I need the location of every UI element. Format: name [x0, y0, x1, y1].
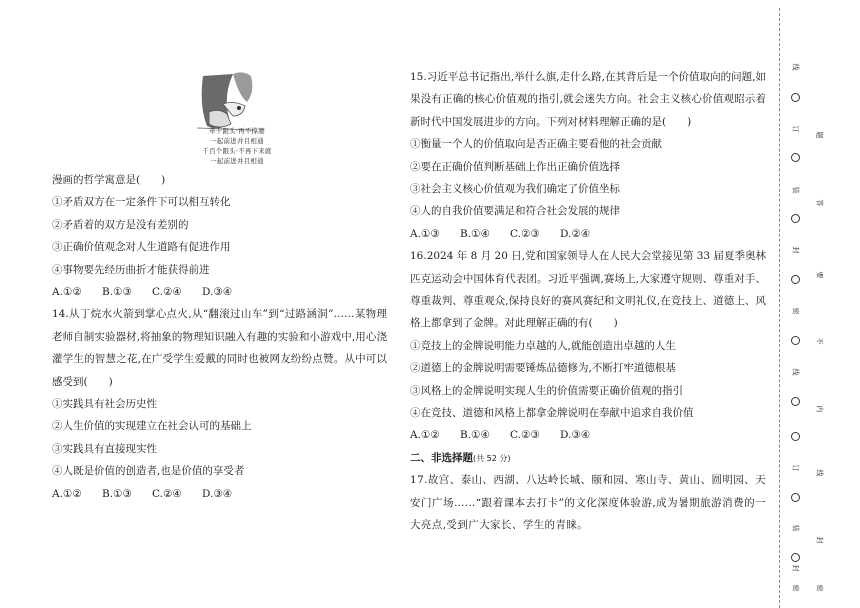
q14-choice-c: C.②④ [152, 487, 182, 500]
binding-char: 封 [791, 564, 800, 572]
q14-choices [52, 483, 387, 505]
binding-char: 封 [791, 246, 800, 254]
q14-option-1: ①实践具有社会历史性 [52, 397, 157, 410]
q16-option-2: ②道德上的金牌说明需要锤炼品德修为,不断打牢道德根基 [410, 362, 676, 375]
q15-choice-c: C.②③ [510, 227, 540, 240]
q13-option-4: ④事物要先经历曲折才能获得前进 [52, 263, 210, 276]
binding-char: 线 [791, 368, 800, 376]
binding-char: 密 [791, 584, 800, 592]
binding-char: 封 [815, 536, 824, 544]
q16-option-1: ①竞技上的金牌说明能力卓越的人,就能创造出卓越的人生 [410, 339, 676, 352]
binding-hole [791, 336, 800, 345]
binding-hole [791, 93, 800, 102]
q13-choice-c: C.②④ [152, 285, 182, 298]
binding-hole [791, 214, 800, 223]
q14-stem: 14.从丁烷水火箭到掌心点火,从“翻滚过山车”到“过路涵洞”……某物理老师自制实验器材,将抽象的物理知识融入有趣的实验和小游戏中,用心浇灌学生的智慧之花,在广受学生爱戴的同时也被网友纷纷点赞。从中可以感受到( ) [52, 308, 387, 388]
left-column [52, 169, 387, 505]
q15-option-1: ①衡量一个人的价值取向是否正确主要看他的社会贡献 [410, 138, 662, 151]
binding-hole [791, 397, 800, 406]
cartoon-caption-3: 千百个跟头·不再下来就 [202, 147, 272, 155]
q14-choice-d: D.③④ [202, 487, 233, 500]
binding-hole [791, 153, 800, 162]
q14-option-2: ②人生价值的实现建立在社会认可的基础上 [52, 420, 252, 433]
q13-option-3: ③正确价值观念对人生道路有促进作用 [52, 241, 231, 254]
binding-hole [791, 493, 800, 502]
binding-char: 装 [791, 524, 800, 532]
cartoon-caption-2: 一起前进并且相通 [210, 137, 264, 145]
binding-char: 订 [791, 464, 800, 472]
section-score-note: (共 52 分) [473, 453, 511, 463]
q16-option-4: ④在竞技、道德和风格上都拿金牌说明在奉献中追求自我价值 [410, 406, 694, 419]
q16-option-3: ③风格上的金牌说明实现人生的价值需要正确价值观的指引 [410, 384, 683, 397]
binding-dashed-line [779, 8, 780, 608]
q14-option-3: ③实践具有直接现实性 [52, 442, 157, 455]
binding-char: 订 [791, 125, 800, 133]
q15-option-3: ③社会主义核心价值观为我们确定了价值坐标 [410, 183, 620, 195]
binding-hole [791, 275, 800, 284]
binding-hole [791, 432, 800, 441]
binding-char: 密 [815, 584, 824, 592]
q16-choices [410, 424, 766, 446]
q15-choice-d: D.②④ [560, 227, 591, 240]
q16-choice-d: D.③④ [560, 429, 591, 442]
binding-char: 线 [815, 469, 824, 477]
q13-stem: 漫画的哲学寓意是( ) [52, 174, 166, 186]
section-title [410, 447, 766, 469]
q15-option-2: ②要在正确价值判断基础上作出正确价值选择 [410, 160, 620, 173]
q15-choice-b: B.①④ [460, 227, 490, 240]
q13-option-1: ①矛盾双方在一定条件下可以相互转化 [52, 196, 231, 209]
q13-choices [52, 281, 387, 303]
q13-option-2: ②矛盾着的双方是没有差别的 [52, 218, 189, 231]
q16-choice-c: C.②③ [510, 429, 540, 442]
q13-choice-a: A.①② [52, 285, 82, 298]
q16-stem: 16.2024 年 8 月 20 日,党和国家领导人在人民大会堂接见第 33 届夏季奥林匹克运动会中国体育代表团。习近平强调,赛场上,大家遵守规则、尊重对手、尊重裁判、尊重观众,保持良好的赛风赛纪和文明礼仪,在竞技上、道德上、风格上都拿到了金牌。对此理解正确的有( ) [410, 250, 766, 330]
cartoon-caption-1: 牵十跟头·再不撑腰 [209, 127, 265, 135]
q14-choice-b: B.①③ [102, 487, 132, 500]
q15-choice-a: A.①③ [410, 227, 440, 240]
q15-option-4: ④人的自我价值要满足和符合社会发展的规律 [410, 205, 620, 218]
q16-choice-a: A.①② [410, 429, 440, 442]
q13-choice-d: D.③④ [202, 285, 233, 298]
section-title-text: 二、非选择题 [410, 451, 473, 464]
q17-stem: 17.故宫、泰山、西湖、八达岭长城、颐和园、寒山寺、黄山、圆明园、天安门广场……“跟着课本去打卡”的文化深度体验游,成为暑期旅游消费的一大亮点,受到广大家长、学生的青睐。 [410, 474, 766, 531]
binding-hole [791, 553, 800, 562]
binding-char: 密 [791, 307, 800, 315]
binding-char: 装 [791, 186, 800, 194]
q16-choice-b: B.①④ [460, 429, 490, 442]
q14-option-4: ④人既是价值的创造者,也是价值的享受者 [52, 465, 245, 478]
right-column [410, 66, 766, 536]
binding-margin [788, 0, 860, 608]
binding-char: 内 [815, 405, 824, 413]
q13-choice-b: B.①③ [102, 285, 132, 298]
binding-char: 要 [815, 271, 824, 279]
q15-choices [410, 223, 766, 245]
binding-char: 答 [815, 199, 824, 207]
q15-stem: 15.习近平总书记指出,举什么旗,走什么路,在其背后是一个价值取向的问题,如果没有正确的核心价值观的指引,就会迷失方向。社会主义核心价值观昭示着新时代中国发展进步的方向。下列对材料理解正确的是( ) [410, 71, 766, 128]
q14-choice-a: A.①② [52, 487, 82, 500]
binding-char: 题 [815, 131, 824, 139]
cartoon-caption-4: 一起前进并且相通 [210, 157, 264, 165]
binding-char: 线 [791, 63, 800, 71]
binding-char: 不 [815, 337, 824, 345]
